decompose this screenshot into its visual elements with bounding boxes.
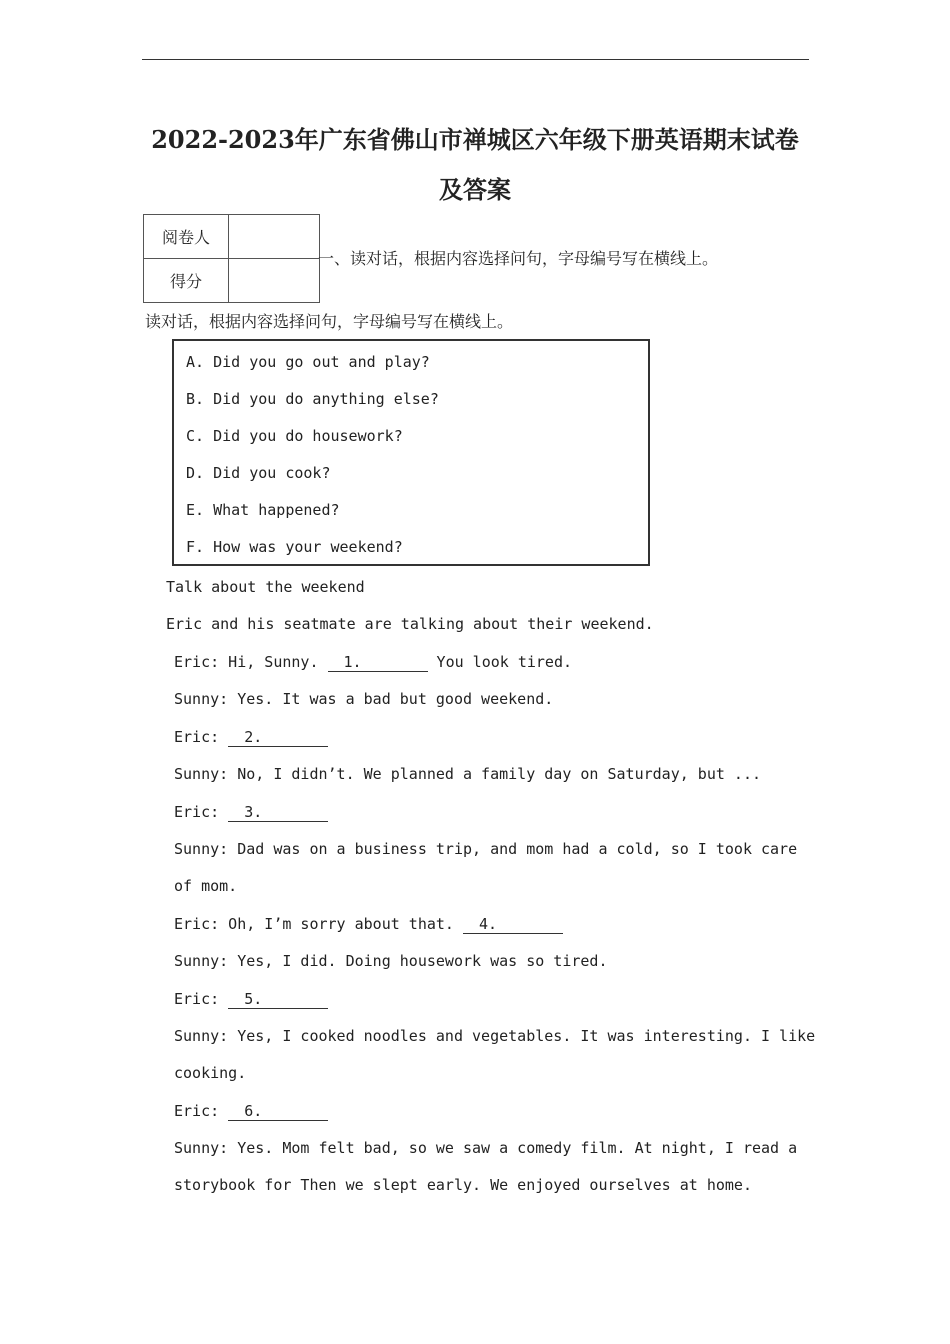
dialogue-line: cooking. <box>174 1064 247 1082</box>
grading-row <box>144 259 320 303</box>
dialogue-text: You look tired. <box>427 653 573 671</box>
dialogue-line: Sunny: Yes. Mom felt bad, so we saw a comedy film. At night, I read a <box>174 1139 798 1157</box>
grading-row <box>144 215 320 259</box>
speaker-text: Eric: <box>174 990 229 1008</box>
section-instruction: 读对话，根据内容选择问句，字母编号写在横线上。 <box>145 312 514 331</box>
speaker-text: Eric: <box>174 728 229 746</box>
dialogue-line: Sunny: Yes, I cooked noodles and vegetables. It was interesting. I like <box>174 1027 816 1045</box>
dialogue-line <box>174 1102 328 1121</box>
option-c: C. Did you do housework? <box>186 427 403 445</box>
option-a: A. Did you go out and play? <box>186 353 430 371</box>
section-heading: 一、读对话，根据内容选择问句，字母编号写在横线上。 <box>318 249 719 268</box>
score-value <box>229 259 320 303</box>
option-b: B. Did you do anything else? <box>186 390 439 408</box>
option-f: F. How was your weekend? <box>186 538 403 556</box>
passage-intro: Eric and his seatmate are talking about their weekend. <box>166 615 654 633</box>
grader-label: 阅卷人 <box>144 215 229 259</box>
answer-blank-2[interactable]: 2. <box>228 729 328 747</box>
dialogue-line <box>174 990 328 1009</box>
speaker-text: Eric: Oh, I’m sorry about that. <box>174 915 463 933</box>
dialogue-line: Sunny: Yes, I did. Doing housework was so tired. <box>174 952 608 970</box>
dialogue-line <box>174 803 328 822</box>
score-label: 得分 <box>144 259 229 303</box>
dialogue-line: storybook for Then we slept early. We enjoyed ourselves at home. <box>174 1176 752 1194</box>
options-box <box>172 339 650 566</box>
dialogue-line <box>174 728 328 747</box>
dialogue-line: of mom. <box>174 877 238 895</box>
dialogue-line: Sunny: Yes. It was a bad but good weekend. <box>174 690 554 708</box>
passage-title: Talk about the weekend <box>166 578 365 596</box>
grader-value <box>229 215 320 259</box>
speaker-text: Eric: Hi, Sunny. <box>174 653 328 671</box>
dialogue-line: Sunny: Dad was on a business trip, and mom had a cold, so I took care <box>174 840 798 858</box>
dialogue-line <box>174 653 572 672</box>
dialogue-line <box>174 915 563 934</box>
page-title-line2: 及答案 <box>439 175 511 204</box>
grading-table <box>143 214 320 303</box>
answer-blank-4[interactable]: 4. <box>463 916 563 934</box>
speaker-text: Eric: <box>174 803 229 821</box>
answer-blank-6[interactable]: 6. <box>228 1103 328 1121</box>
option-e: E. What happened? <box>186 501 340 519</box>
answer-blank-3[interactable]: 3. <box>228 804 328 822</box>
page-title: 2022-2023年广东省佛山市禅城区六年级下册英语期末试卷 <box>151 125 799 154</box>
answer-blank-1[interactable]: 1. <box>328 654 428 672</box>
speaker-text: Eric: <box>174 1102 229 1120</box>
header-rule <box>142 59 809 60</box>
option-d: D. Did you cook? <box>186 464 331 482</box>
answer-blank-5[interactable]: 5. <box>228 991 328 1009</box>
dialogue-line: Sunny: No, I didn’t. We planned a family day on Saturday, but ... <box>174 765 761 783</box>
